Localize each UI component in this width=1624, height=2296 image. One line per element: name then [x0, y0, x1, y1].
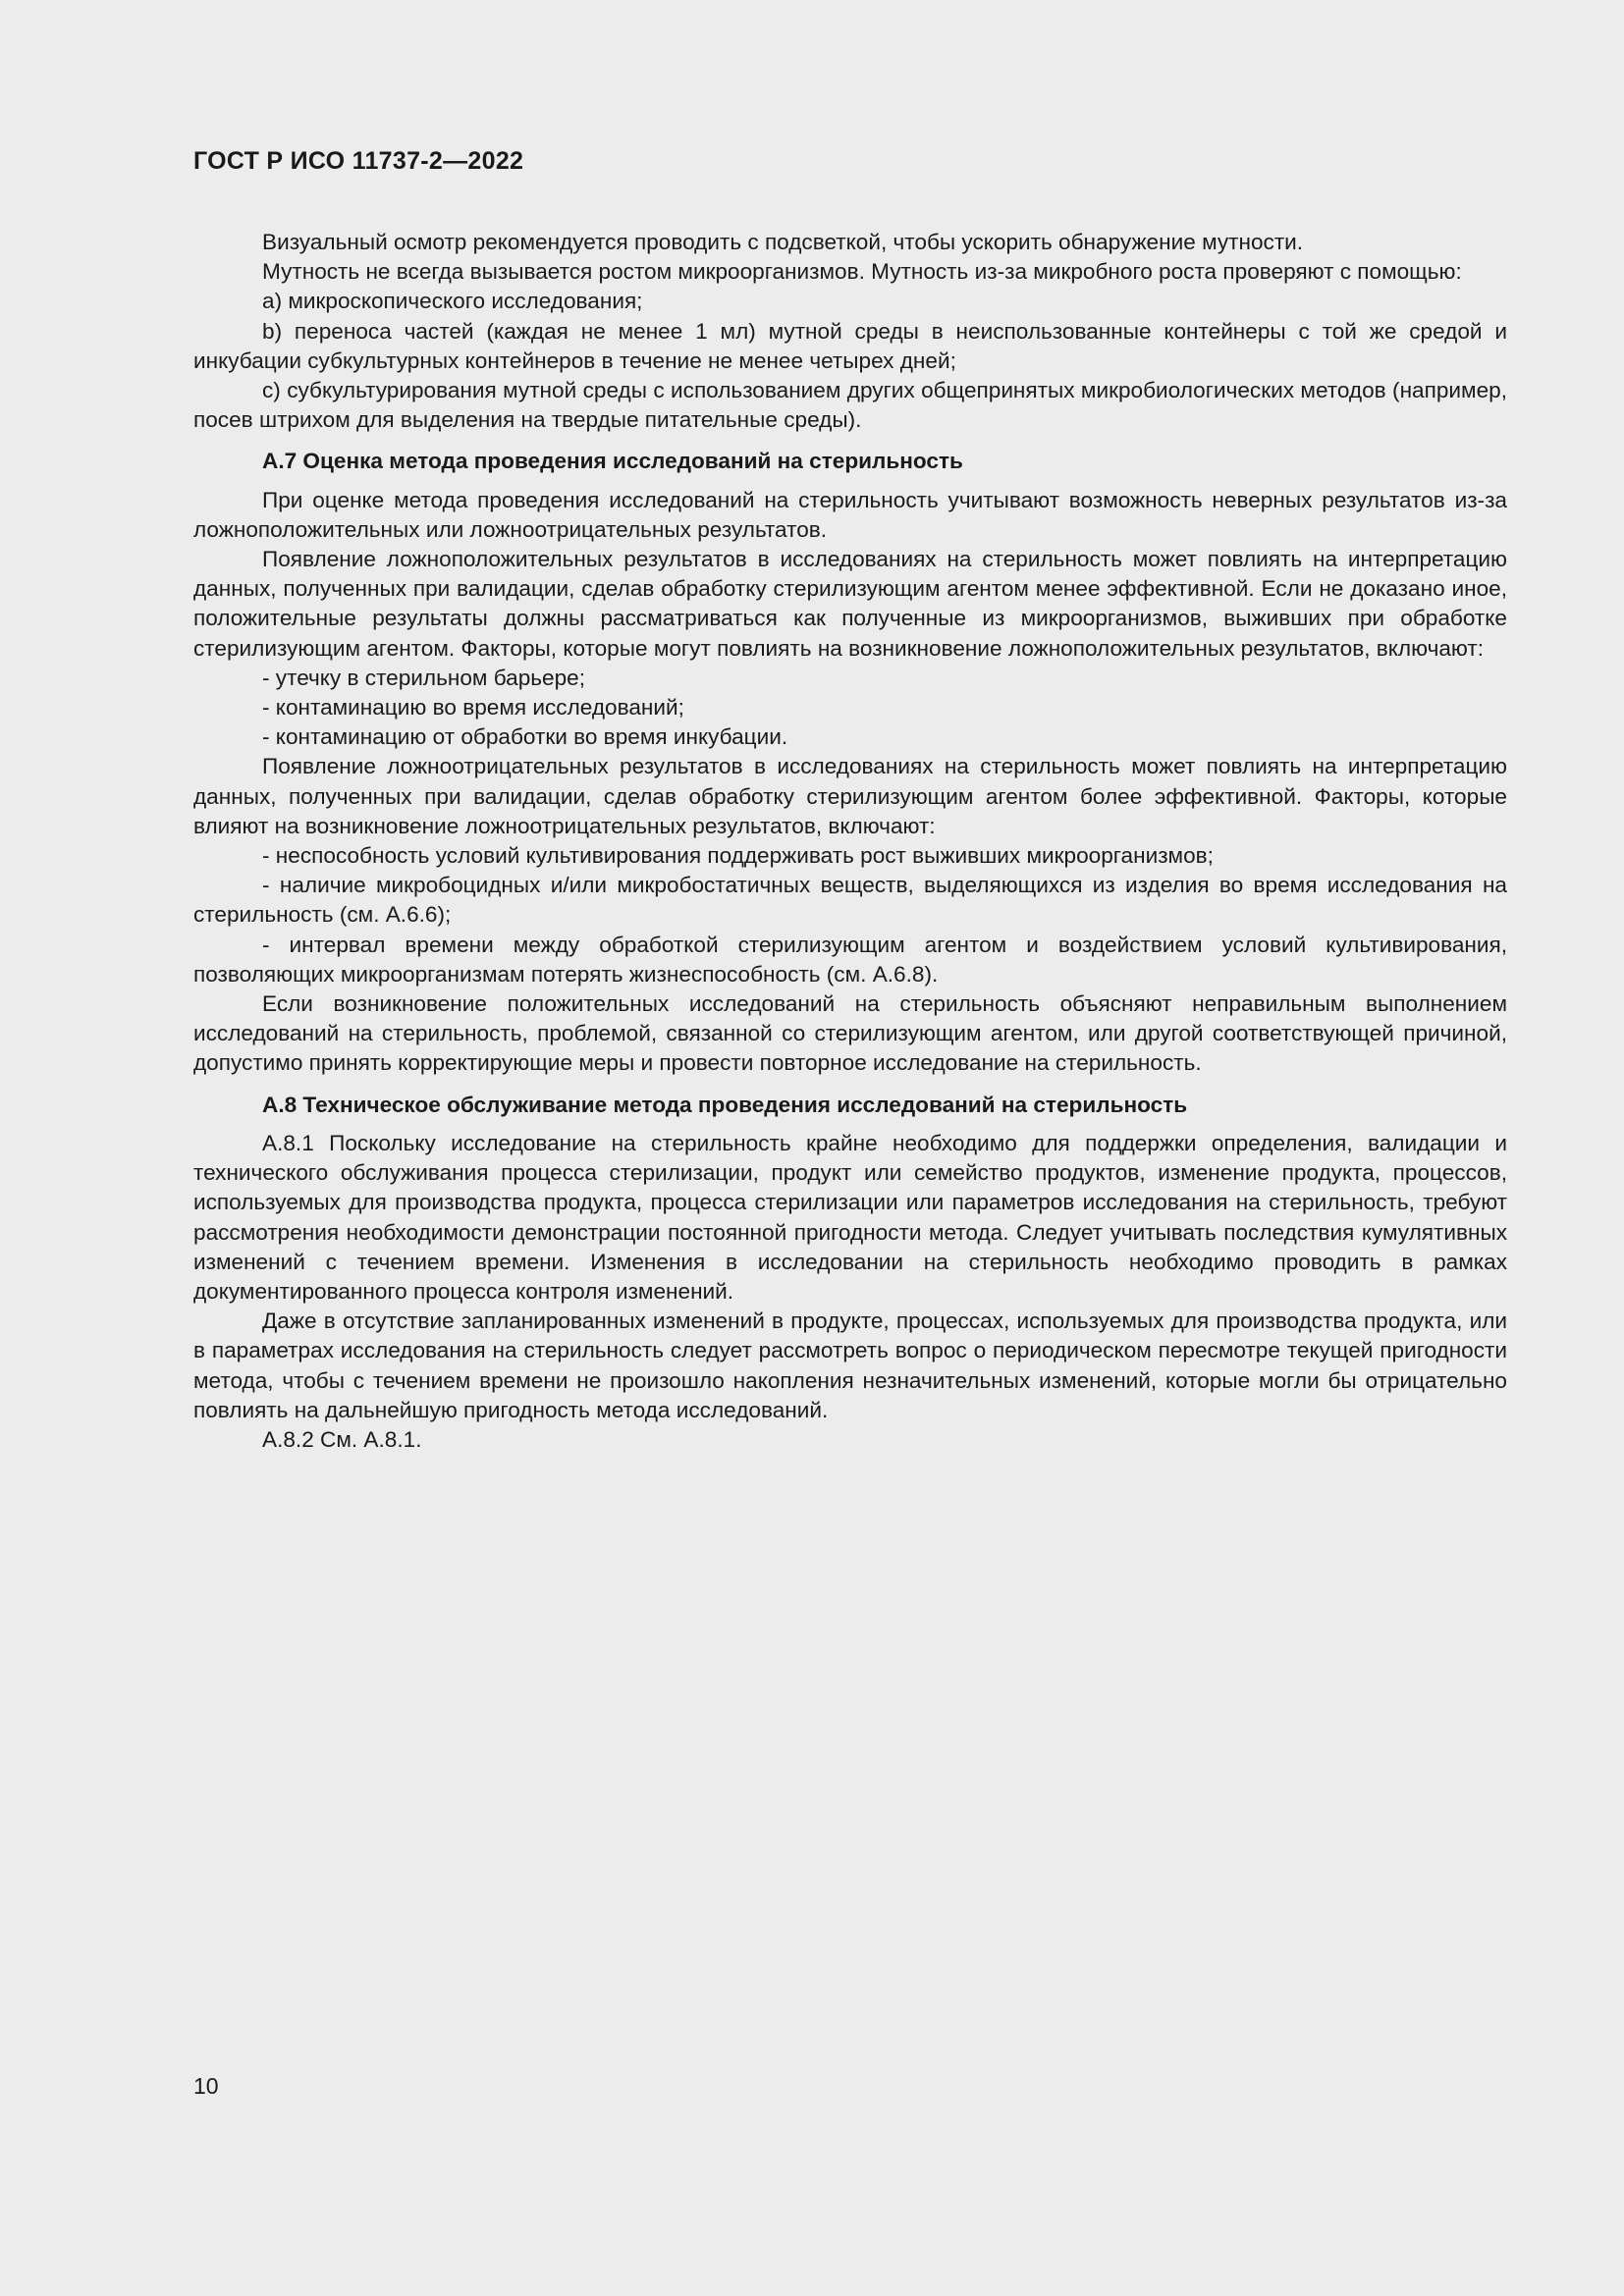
- list-item: - контаминацию во время исследований;: [262, 695, 684, 721]
- paragraph: Даже в отсутствие запланированных изменений в продукте, процессах, используемых для производства продукта, или в параметрах исследования на стерильность следует рассмотреть вопрос о периодическом пересмотре текущей пригодности метода, чтобы с течением времени не произошло накопления незначительных изменений, которые могли бы отрицательно повлиять на дальнейшую пригодность метода исследований.: [193, 1308, 1507, 1422]
- list-item: - утечку в стерильном барьере;: [262, 665, 586, 690]
- paragraph: Визуальный осмотр рекомендуется проводить с подсветкой, чтобы ускорить обнаружение мутности.: [262, 230, 1304, 254]
- paragraph: Появление ложноотрицательных результатов в исследованиях на стерильность может повлиять на интерпретацию данных, полученных при валидации, сделав обработку стерилизующим агентом более эффективной. Факторы, которые влияют на возникновение ложноотрицательных результатов, включают:: [193, 754, 1507, 838]
- list-item: b) переноса частей (каждая не менее 1 мл) мутной среды в неиспользованные контейнеры с той же средой и инкубации субкультурных контейнеров в течение не менее четырех дней;: [193, 318, 1507, 373]
- list-item: - контаминацию от обработки во время инкубации.: [262, 724, 788, 750]
- list-item: - неспособность условий культивирования поддерживать рост выживших микроорганизмов;: [262, 843, 1214, 869]
- section-heading-a8: А.8 Техническое обслуживание метода проведения исследований на стерильность: [262, 1092, 1188, 1117]
- document-header: ГОСТ Р ИСО 11737-2—2022: [193, 147, 524, 175]
- paragraph: А.8.2 См. А.8.1.: [262, 1426, 422, 1452]
- list-item: - наличие микробоцидных и/или микробостатичных веществ, выделяющихся из изделия во время исследования на стерильность (см. А.6.6);: [193, 873, 1507, 928]
- list-item: а) микроскопического исследования;: [262, 289, 643, 314]
- paragraph: А.8.1 Поскольку исследование на стерильность крайне необходимо для поддержки определения, валидации и технического обслуживания процесса стерилизации, продукт или семейство продуктов, изменение продукта, процессов, используемых для производства продукта, процесса стерилизации или параметров исследования на стерильность, требуют рассмотрения необходимости демонстрации постоянной пригодности метода. Следует учитывать последствия кумулятивных изменений с течением времени. Изменения в исследовании на стерильность необходимо проводить в рамках документированного процесса контроля изменений.: [193, 1130, 1507, 1304]
- paragraph: Мутность не всегда вызывается ростом микроорганизмов. Мутность из-за микробного роста проверяют с помощью:: [262, 259, 1462, 285]
- paragraph: Если возникновение положительных исследований на стерильность объясняют неправильным выполнением исследований на стерильность, проблемой, связанной со стерилизующим агентом, или другой соответствующей причиной, допустимо принять корректирующие меры и провести повторное исследование на стерильность.: [193, 991, 1507, 1076]
- section-heading-a7: А.7 Оценка метода проведения исследований на стерильность: [262, 449, 963, 474]
- list-item: с) субкультурирования мутной среды с использованием других общепринятых микробиологических методов (например, посев штрихом для выделения на твердые питательные среды).: [193, 378, 1507, 433]
- page-number: 10: [193, 2073, 219, 2099]
- list-item: - интервал времени между обработкой стерилизующим агентом и воздействием условий культивирования, позволяющих микроорганизмам потерять жизнеспособность (см. А.6.8).: [193, 932, 1507, 987]
- paragraph: При оценке метода проведения исследований на стерильность учитывают возможность неверных результатов из-за ложноположительных или ложноотрицательных результатов.: [193, 487, 1507, 542]
- paragraph: Появление ложноположительных результатов в исследованиях на стерильность может повлиять на интерпретацию данных, полученных при валидации, сделав обработку стерилизующим агентом менее эффективной. Если не доказано иное, положительные результаты должны рассматриваться как полученные из микроорганизмов, выживших при обработке стерилизующим агентом. Факторы, которые могут повлиять на возникновение ложноположительных результатов, включают:: [193, 547, 1507, 661]
- document-body: [193, 228, 1507, 1455]
